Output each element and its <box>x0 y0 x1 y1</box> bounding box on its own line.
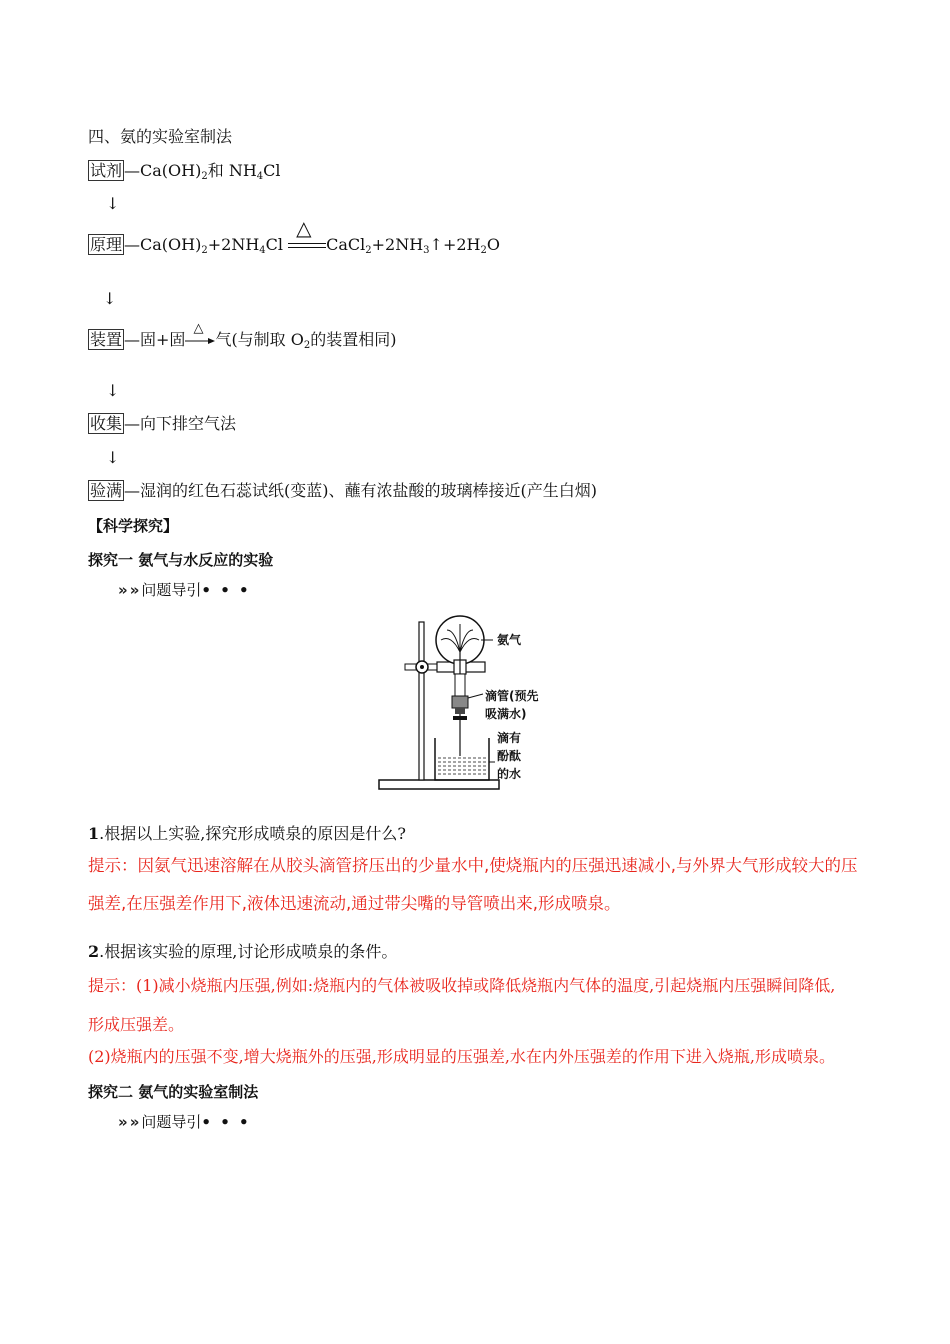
figure-label-water-1: 滴有 <box>497 731 522 745</box>
chevron-right-icon: » <box>118 581 124 599</box>
figure-label-dropper-2: 吸满水) <box>485 707 527 721</box>
apparatus-sub: 2 <box>303 340 311 351</box>
apparatus-text-end: 的装置相同) <box>310 330 397 349</box>
apparatus-heat-condition: △ <box>193 320 204 336</box>
principle-rhs-mid: +2NH <box>371 235 424 254</box>
principle-lhs-end: Cl <box>265 235 284 254</box>
principle-lhs-post: +2NH <box>207 235 260 254</box>
chevron-right-icon: » <box>129 1113 136 1131</box>
fountain-experiment-figure <box>375 612 575 797</box>
collect-label: 收集 <box>90 414 123 433</box>
question-guide-2 <box>118 1112 251 1132</box>
science-heading: 【科学探究】 <box>88 517 179 535</box>
heat-arrow <box>185 320 215 351</box>
apparatus-text-post: 气(与制取 O <box>215 330 304 349</box>
explore1-title: 探究一 氨气与水反应的实验 <box>88 551 274 569</box>
principle-label: 原理 <box>90 235 123 254</box>
figure-label-water-2: 酚酞 <box>497 749 522 763</box>
explore2-title: 探究二 氨气的实验室制法 <box>88 1083 259 1101</box>
hint-1-line-1: 提示：因氨气迅速溶解在从胶头滴管挤压出的少量水中,使烧瓶内的压强迅速减小,与外界大气形成较大的压 <box>88 856 858 875</box>
flow-principle <box>88 215 500 256</box>
flow-arrow-3: ↓ <box>106 381 120 400</box>
question-guide-1 <box>118 580 251 600</box>
reagent-text-mid: 和 NH <box>207 161 257 180</box>
flow-arrow-2: ↓ <box>103 289 117 308</box>
guide-label: 问题导引 <box>141 581 202 599</box>
principle-lhs: —Ca(OH) <box>124 235 202 254</box>
reagent-text: —Ca(OH) <box>124 161 202 180</box>
figure-label-dropper: 滴管(预先 <box>485 689 539 703</box>
flow-collect <box>88 414 236 434</box>
flow-apparatus <box>88 320 397 351</box>
guide-label: 问题导引 <box>141 1113 202 1131</box>
flow-test <box>88 481 597 501</box>
collect-text: —向下排空气法 <box>124 414 237 433</box>
question-2-number: 2 <box>88 942 100 961</box>
question-2-text: .根据该实验的原理,讨论形成喷泉的条件。 <box>99 942 398 961</box>
principle-lhs-sub2: 4 <box>259 245 266 256</box>
apparatus-text: —固+固 <box>124 330 186 349</box>
test-text: —湿润的红色石蕊试纸(变蓝)、蘸有浓盐酸的玻璃棒接近(产生白烟) <box>124 481 597 500</box>
chevron-right-icon: » <box>129 581 136 599</box>
reagent-text-post: Cl <box>263 161 281 180</box>
hint-2-line-1: 提示：(1)减小烧瓶内压强,例如:烧瓶内的气体被吸收掉或降低烧瓶内气体的温度,引起烧瓶内压强瞬间降低, <box>88 976 836 995</box>
chevron-right-icon: » <box>118 1113 124 1131</box>
guide-dots: • • • <box>201 581 251 599</box>
principle-rhs-sub2: 3 <box>423 245 430 256</box>
section-title: 四、氨的实验室制法 <box>88 127 233 146</box>
figure-label-water-3: 的水 <box>497 767 522 781</box>
flow-reagent <box>88 161 281 181</box>
heat-condition: △ <box>296 215 312 240</box>
hint-2-line-2: 形成压强差。 <box>88 1015 185 1034</box>
fountain-apparatus-diagram <box>375 612 575 797</box>
question-1-text: .根据以上实验,探究形成喷泉的原因是什么? <box>99 824 406 843</box>
principle-rhs-sub3: 2 <box>480 245 487 256</box>
flow-arrow-4: ↓ <box>106 448 120 467</box>
principle-rhs-mid2: ↑+2H <box>429 235 481 254</box>
question-1 <box>88 824 406 844</box>
question-1-number: 1 <box>88 824 100 843</box>
hint-1-line-2: 强差,在压强差作用下,液体迅速流动,通过带尖嘴的导管喷出来,形成喷泉。 <box>88 894 621 913</box>
reagent-sub2: 4 <box>256 171 264 182</box>
reagent-sub: 2 <box>201 171 208 182</box>
guide-dots: • • • <box>201 1113 251 1131</box>
principle-rhs: CaCl <box>326 235 366 254</box>
hint-2-line-3: (2)烧瓶内的压强不变,增大烧瓶外的压强,形成明显的压强差,水在内外压强差的作用下进入烧瓶,形成喷泉。 <box>88 1047 836 1066</box>
apparatus-label: 装置 <box>90 330 123 349</box>
test-label: 验满 <box>90 481 123 500</box>
reagent-label: 试剂 <box>90 161 123 180</box>
question-2 <box>88 942 397 962</box>
figure-label-gas: 氨气 <box>497 633 522 647</box>
principle-rhs-sub: 2 <box>365 245 372 256</box>
flow-arrow-1: ↓ <box>106 194 120 213</box>
principle-lhs-sub: 2 <box>201 245 208 256</box>
principle-rhs-end: O <box>486 235 500 254</box>
reaction-equals-sign <box>288 215 326 256</box>
